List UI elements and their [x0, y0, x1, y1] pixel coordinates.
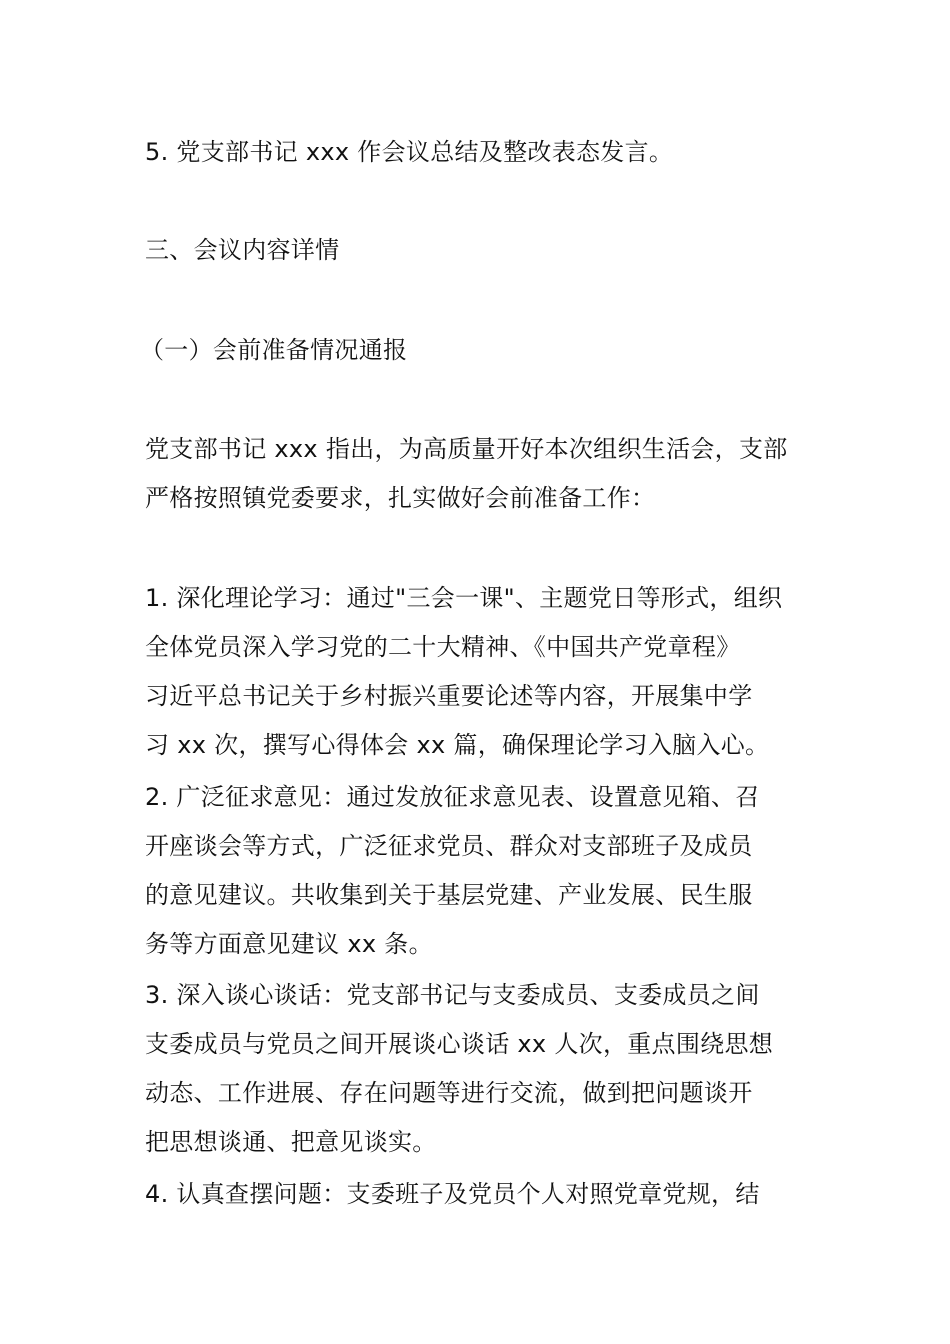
text-line: 动态、工作进展、存在问题等进行交流，做到把问题谈开	[145, 1079, 753, 1107]
text-line: （一）会前准备情况通报	[140, 336, 408, 364]
text-line: 习近平总书记关于乡村振兴重要论述等内容，开展集中学	[145, 682, 753, 710]
point-4-paragraph	[145, 1170, 810, 1219]
text-line: 务等方面意见建议 xx 条。	[145, 930, 433, 958]
text-line: 2. 广泛征求意见：通过发放征求意见表、设置意见箱、召	[145, 783, 760, 811]
text-line: 的意见建议。共收集到关于基层党建、产业发展、民生服	[145, 881, 753, 909]
text-line: 习 xx 次，撰写心得体会 xx 篇，确保理论学习入脑入心。	[145, 731, 770, 759]
text-line: 5. 党支部书记 xxx 作会议总结及整改表态发言。	[145, 138, 674, 166]
text-line: 3. 深入谈心谈话：党支部书记与支委成员、支委成员之间	[145, 981, 760, 1009]
text-line: 开座谈会等方式，广泛征求党员、群众对支部班子及成员	[145, 832, 753, 860]
text-line: 三、会议内容详情	[145, 236, 340, 264]
text-line: 全体党员深入学习党的二十大精神、《中国共产党章程》	[145, 633, 741, 661]
text-line: 1. 深化理论学习：通过"三会一课"、主题党日等形式，组织	[145, 584, 783, 612]
subsection-heading	[140, 326, 805, 375]
text-line: 4. 认真查摆问题：支委班子及党员个人对照党章党规，结	[145, 1180, 760, 1208]
point-3-paragraph	[145, 971, 810, 1167]
section-heading	[145, 226, 810, 275]
intro-paragraph	[145, 425, 810, 523]
point-1-paragraph	[145, 574, 810, 770]
text-line: 党支部书记 xxx 指出，为高质量开好本次组织生活会，支部	[145, 435, 788, 463]
text-line: 把思想谈通、把意见谈实。	[145, 1128, 437, 1156]
point-2-paragraph	[145, 773, 810, 969]
text-line: 严格按照镇党委要求，扎实做好会前准备工作：	[145, 484, 656, 512]
text-line: 支委成员与党员之间开展谈心谈话 xx 人次，重点围绕思想	[145, 1030, 774, 1058]
agenda-item-5	[145, 128, 810, 177]
